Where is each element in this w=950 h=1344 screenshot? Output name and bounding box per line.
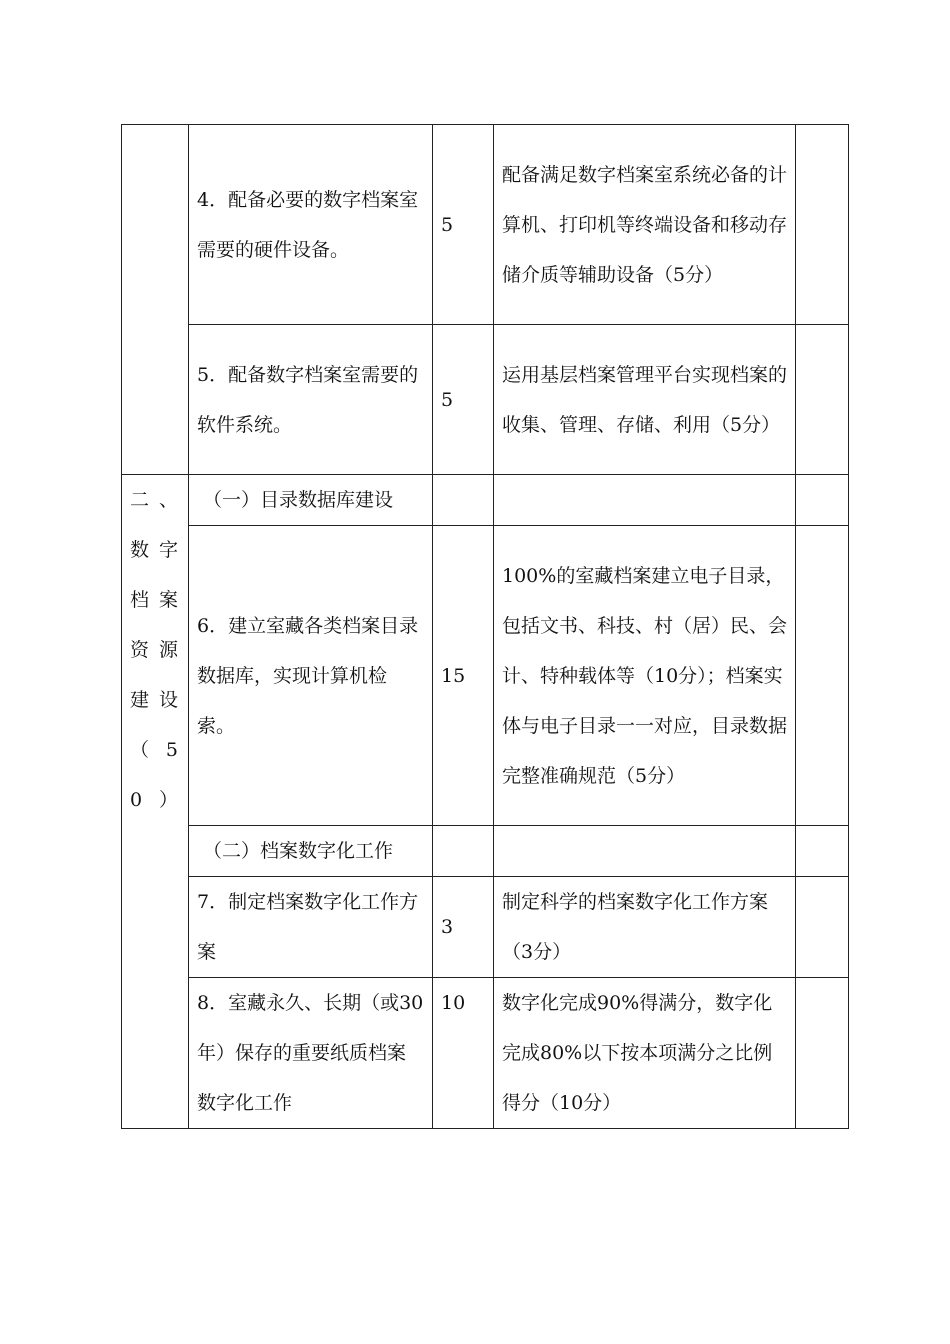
section-cell-empty [122, 125, 189, 475]
score-cell [433, 475, 494, 526]
criteria-cell: 数字化完成90%得满分，数字化完成80%以下按本项满分之比例得分（10分） [494, 978, 796, 1129]
criteria-cell [494, 475, 796, 526]
criteria-cell: 运用基层档案管理平台实现档案的收集、管理、存储、利用（5分） [494, 325, 796, 475]
item-cell: 8．室藏永久、长期（或30年）保存的重要纸质档案数字化工作 [189, 978, 433, 1129]
table-row [122, 125, 849, 325]
item-cell: 4．配备必要的数字档案室需要的硬件设备。 [189, 125, 433, 325]
item-cell: 7．制定档案数字化工作方案 [189, 877, 433, 978]
score-cell: 5 [433, 325, 494, 475]
remark-cell [796, 526, 849, 826]
score-cell [433, 826, 494, 877]
item-cell: 6．建立室藏各类档案目录数据库，实现计算机检索。 [189, 526, 433, 826]
criteria-cell: 制定科学的档案数字化工作方案（3分） [494, 877, 796, 978]
table-row [122, 526, 849, 826]
item-cell: 5．配备数字档案室需要的软件系统。 [189, 325, 433, 475]
subsection-title: （二）档案数字化工作 [189, 826, 433, 877]
table-row [122, 978, 849, 1129]
remark-cell [796, 826, 849, 877]
remark-cell [796, 475, 849, 526]
table-row [122, 475, 849, 526]
score-cell: 10 [433, 978, 494, 1129]
criteria-cell: 配备满足数字档案室系统必备的计算机、打印机等终端设备和移动存储介质等辅助设备（5分） [494, 125, 796, 325]
criteria-cell: 100%的室藏档案建立电子目录，包括文书、科技、村（居）民、会计、特种载体等（10分）；档案实体与电子目录一一对应，目录数据完整准确规范（5分） [494, 526, 796, 826]
score-cell: 15 [433, 526, 494, 826]
score-cell: 3 [433, 877, 494, 978]
subsection-title: （一）目录数据库建设 [189, 475, 433, 526]
remark-cell [796, 325, 849, 475]
table-row [122, 826, 849, 877]
remark-cell [796, 877, 849, 978]
table-row [122, 877, 849, 978]
table-row [122, 325, 849, 475]
section-title-cell: 二、数字档案资源建设（50） [122, 475, 189, 1129]
score-cell: 5 [433, 125, 494, 325]
evaluation-table [121, 124, 849, 1129]
remark-cell [796, 125, 849, 325]
criteria-cell [494, 826, 796, 877]
remark-cell [796, 978, 849, 1129]
